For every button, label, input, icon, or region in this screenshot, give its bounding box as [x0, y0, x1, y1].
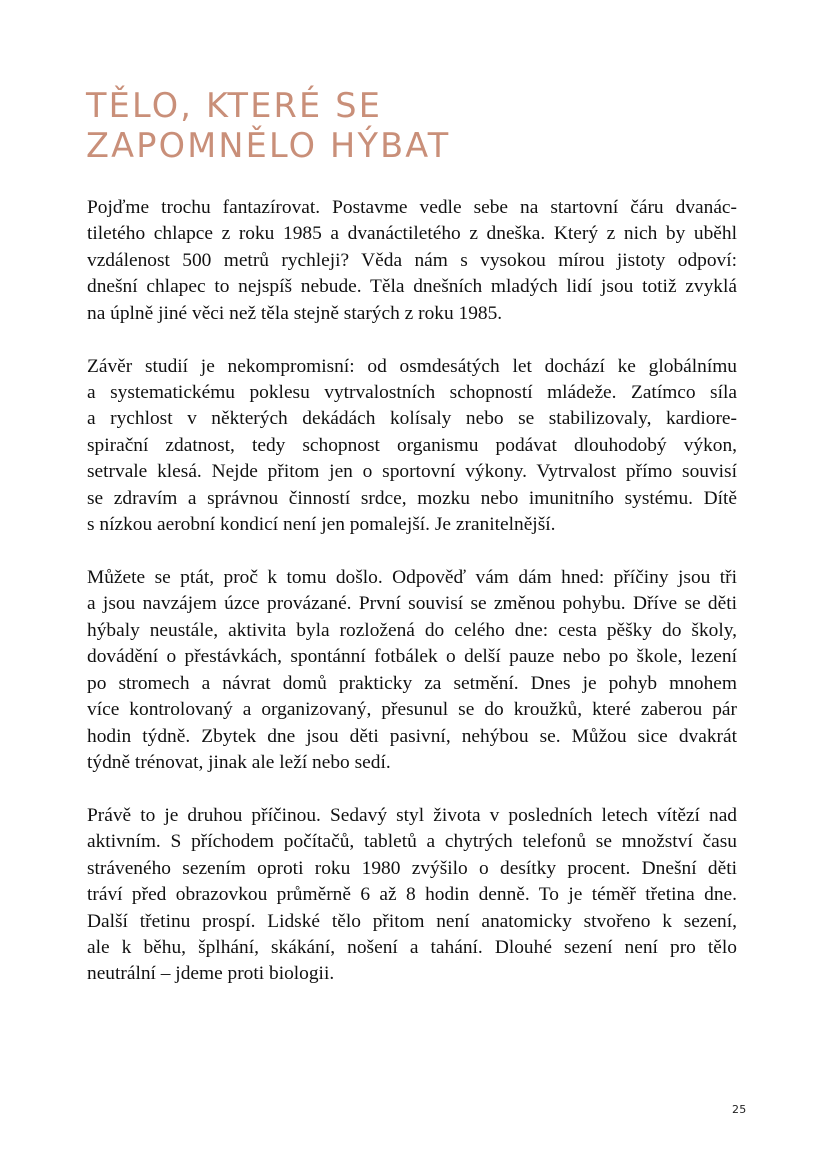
text-line: a jsou navzájem úzce provázané. První souvisí se změnou pohybu. Dříve se děti: [87, 593, 737, 615]
paragraph-2: [87, 354, 737, 539]
chapter-title-line-1: TĚLO, KTERÉ SE: [86, 86, 383, 125]
text-line: Pojďme trochu fantazírovat. Postavme vedle sebe na startovní čáru dvanác-: [87, 197, 737, 218]
text-line: Další třetinu prospí. Lidské tělo přitom není anatomicky stvořeno k sezení,: [87, 910, 737, 932]
body-text: [87, 195, 737, 1014]
text-line: Můžete se ptát, proč k tomu došlo. Odpověď vám dám hned: příčiny jsou tři: [87, 567, 737, 589]
text-line: týdně trénovat, jinak ale leží nebo sedí.: [87, 751, 391, 773]
text-line: aktivním. S příchodem počítačů, tabletů a chytrých telefonů se množství času: [87, 831, 737, 853]
chapter-title-line-2: ZAPOMNĚLO HÝBAT: [86, 126, 451, 165]
text-line: a rychlost v některých dekádách kolísaly nebo se stabilizovaly, kardiore-: [87, 408, 737, 430]
text-line: na úplně jiné věci než těla stejně starých z roku 1985.: [87, 302, 503, 324]
text-line: dnešní chlapec to nejspíš nebude. Těla dnešních mladých lidí jsou totiž zvyklá: [87, 276, 737, 298]
text-line: hýbaly neustále, aktivita byla rozložená do celého dne: cesta pěšky do školy,: [87, 619, 737, 641]
text-line: Závěr studií je nekompromisní: od osmdesátých let dochází ke globálnímu: [87, 355, 737, 377]
paragraph-3: [87, 565, 737, 776]
text-line: více kontrolovaný a organizovaný, přesunul se do kroužků, které zaberou pár: [87, 699, 737, 721]
text-line: dovádění o přestávkách, spontánní fotbálek o delší pauze nebo po škole, lezení: [87, 646, 737, 668]
text-line: neutrální – jdeme proti biologii.: [87, 963, 335, 985]
text-line: setrvale klesá. Nejde přitom jen o sportovní výkony. Vytrvalost přímo souvisí: [87, 461, 737, 483]
text-line: tiletého chlapce z roku 1985 a dvanáctiletého z dneška. Který z nich by uběhl: [87, 223, 737, 245]
chapter-title: [86, 86, 746, 166]
text-line: spirační zdatnost, tedy schopnost organismu podávat dlouhodobý výkon,: [87, 434, 737, 456]
text-line: Právě to je druhou příčinou. Sedavý styl života v posledních letech vítězí nad: [87, 804, 737, 826]
text-line: a systematickému poklesu vytrvalostních schopností mládeže. Zatímco síla: [87, 382, 737, 404]
text-line: tráví před obrazovkou průměrně 6 až 8 hodin denně. To je téměř třetina dne.: [87, 884, 737, 906]
paragraph-1: [87, 195, 737, 327]
text-line: ale k běhu, šplhání, skákání, nošení a tahání. Dlouhé sezení není pro tělo: [87, 936, 737, 958]
text-line: s nízkou aerobní kondicí není jen pomalejší. Je zranitelnější.: [87, 514, 556, 536]
text-line: po stromech a návrat domů prakticky za setmění. Dnes je pohyb mnohem: [87, 672, 737, 694]
text-line: se zdravím a správnou činností srdce, mozku nebo imunitního systému. Dítě: [87, 487, 737, 509]
text-line: vzdálenost 500 metrů rychleji? Věda nám s vysokou mírou jistoty odpoví:: [87, 249, 737, 271]
text-line: hodin týdně. Zbytek dne jsou děti pasivní, nehýbou se. Můžou sice dvakrát: [87, 725, 737, 747]
paragraph-4: [87, 803, 737, 988]
text-line: stráveného sezením oproti roku 1980 zvýšilo o desítky procent. Dnešní děti: [87, 857, 737, 879]
page-number: 25: [732, 1103, 747, 1116]
